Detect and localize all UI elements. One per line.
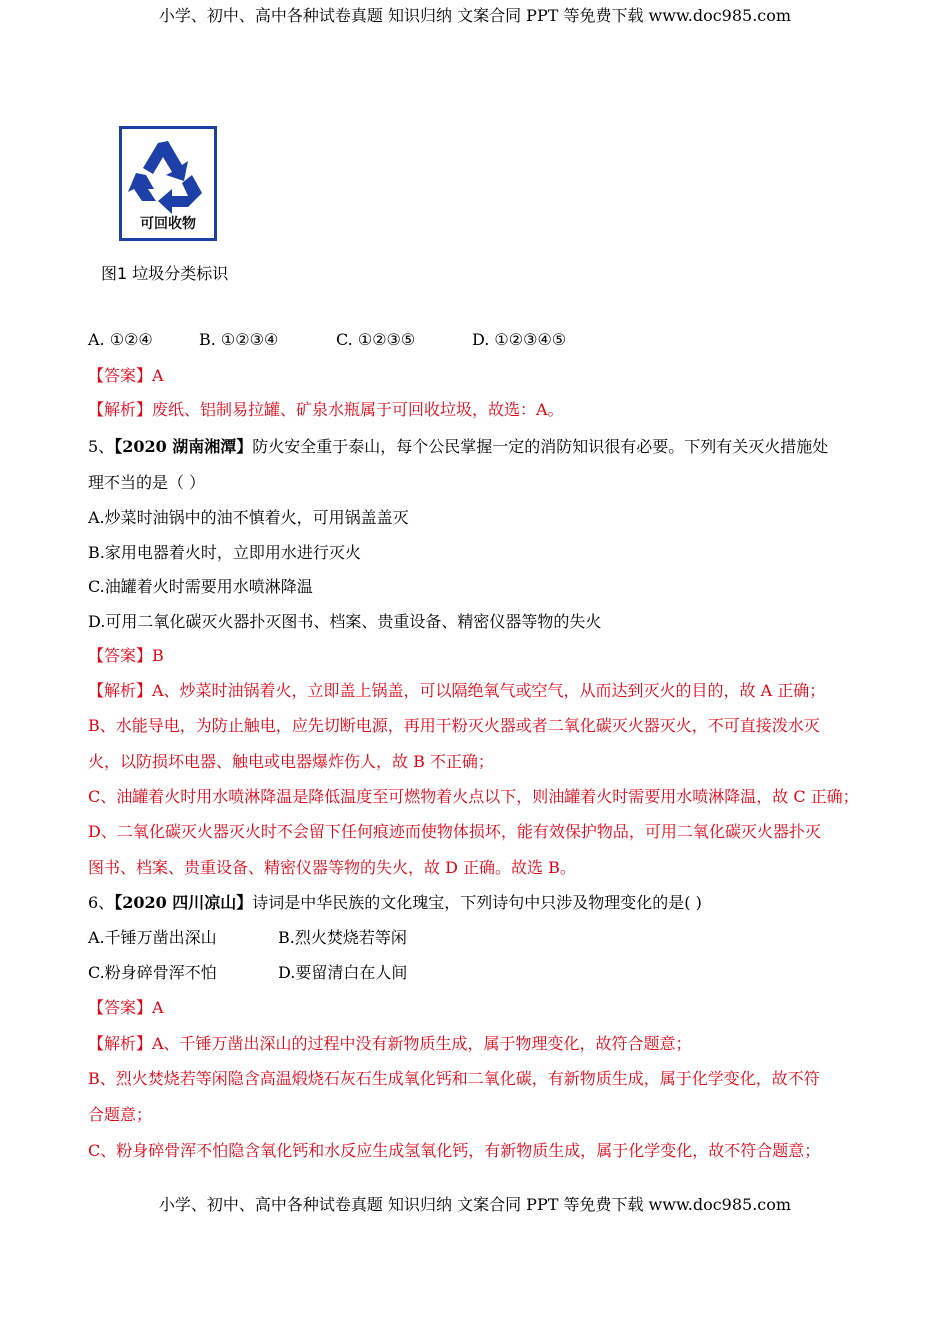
q5-stem-line-1 [88,437,828,457]
q5-option-a: A.炒菜时油锅中的油不慎着火，可用锅盖盖灭 [88,508,409,527]
q5-analysis-line: C、油罐着火时用水喷淋降温是降低温度至可燃物着火点以下，则油罐着火时需要用水喷淋降温，故 C 正确； [88,787,859,806]
q6-option-d: D.要留清白在人间 [278,963,408,982]
sign-label: 可回收物 [140,216,196,232]
q6-option-b: B.烈火焚烧若等闲 [278,928,407,947]
q6-stem: 诗词是中华民族的文化瑰宝，下列诗句中只涉及物理变化的是( ) [252,893,702,912]
q6-analysis-line: 【解析】A、千锤万凿出深山的过程中没有新物质生成，属于物理变化，故符合题意； [88,1034,692,1053]
q4-answer: 【答案】A [88,366,164,385]
q5-analysis-line: 火，以防损坏电器、触电或电器爆炸伤人，故 B 不正确； [88,752,494,771]
q4-analysis: 【解析】废纸、铝制易拉罐、矿泉水瓶属于可回收垃圾，故选：A。 [88,400,564,419]
q6-source: 【2020 四川凉山】 [114,893,253,912]
q6-option-a: A.千锤万凿出深山 [88,928,217,947]
q5-stem-line-2: 理不当的是（ ） [88,473,206,492]
page-header: 小学、初中、高中各种试卷真题 知识归纳 文案合同 PPT 等免费下载 www.doc985.com [158,6,792,25]
figure-caption: 图1 垃圾分类标识 [101,264,229,283]
q6-analysis-line: 合题意； [88,1105,153,1124]
q5-answer: 【答案】B [88,646,164,665]
q5-source: 【2020 湖南湘潭】 [114,437,253,456]
q6-analysis-line: C、粉身碎骨浑不怕隐含氧化钙和水反应生成氢氧化钙，有新物质生成，属于化学变化，故不符合题意； [88,1141,821,1160]
q5-option-b: B.家用电器着火时，立即用水进行灭火 [88,543,361,562]
q5-analysis-line: 【解析】A、炒菜时油锅着火，立即盖上锅盖，可以隔绝氧气或空气，从而达到灭火的目的，故 A 正确； [88,681,826,700]
q6-number: 6、 [88,893,115,912]
q5-analysis-line: B、水能导电，为防止触电，应先切断电源，再用干粉灭火器或者二氧化碳灭火器灭火，不可直接泼水灭 [88,716,820,735]
q5-analysis-line: 图书、档案、贵重设备、精密仪器等物的失火，故 D 正确。故选 B。 [88,858,576,877]
q5-analysis-line: D、二氧化碳灭火器灭火时不会留下任何痕迹而使物体损坏，能有效保护物品，可用二氧化碳灭火器扑灭 [88,822,821,841]
q6-stem-line [88,893,702,913]
q4-option-b: B. ①②③④ [199,330,279,349]
page-footer: 小学、初中、高中各种试卷真题 知识归纳 文案合同 PPT 等免费下载 www.doc985.com [158,1195,792,1214]
q4-option-a: A. ①②④ [88,330,153,349]
q5-stem: 防火安全重于泰山，每个公民掌握一定的消防知识很有必要。下列有关灭火措施处 [252,437,829,456]
q4-option-c: C. ①②③⑤ [336,330,416,349]
q5-option-d: D.可用二氧化碳灭火器扑灭图书、档案、贵重设备、精密仪器等物的失火 [88,612,602,631]
recycle-icon [122,135,214,215]
q6-answer: 【答案】A [88,998,164,1017]
q5-number: 5、 [88,437,115,456]
q5-option-c: C.油罐着火时需要用水喷淋降温 [88,577,313,596]
q4-option-d: D. ①②③④⑤ [472,330,567,349]
q6-analysis-line: B、烈火焚烧若等闲隐含高温煅烧石灰石生成氧化钙和二氧化碳，有新物质生成，属于化学变化，故不符 [88,1069,820,1088]
q6-option-c: C.粉身碎骨浑不怕 [88,963,217,982]
recycling-sign [119,126,217,241]
